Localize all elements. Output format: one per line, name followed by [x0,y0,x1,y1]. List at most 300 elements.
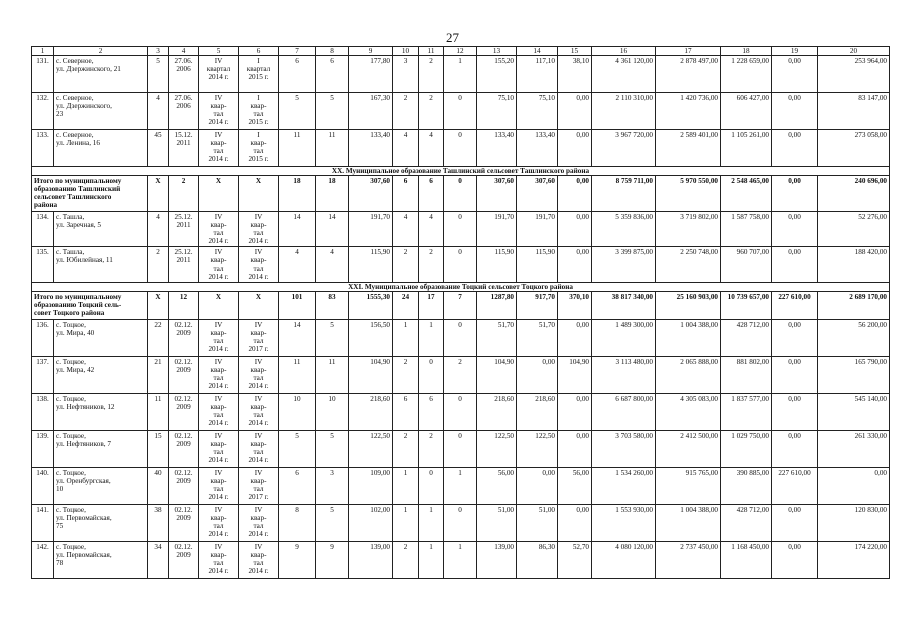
table-cell: 15 [148,430,169,467]
table-cell: 4 [148,93,169,130]
subtotal-cell: X [148,176,169,212]
column-number-cell: 17 [656,47,721,56]
table-cell: IV квар- тал 2017 г. [239,467,279,504]
table-cell: IV квар- тал 2014 г. [199,393,239,430]
table-cell: 6 687 800,00 [592,393,656,430]
table-cell: 6 [419,393,444,430]
table-cell: 4 [419,212,444,247]
table-row [32,504,890,541]
table-cell: 11 [279,130,316,167]
table-cell: 4 [419,130,444,167]
table-cell: 5 [316,430,349,467]
table-cell: 2 110 310,00 [592,93,656,130]
table-cell: 0,00 [517,356,558,393]
table-cell: 38 [148,504,169,541]
table-cell: IV квар- тал 2014 г. [239,541,279,578]
table-cell: 3 113 480,00 [592,356,656,393]
subtotal-row [32,176,890,212]
table-cell: 120 830,00 [818,504,890,541]
table-cell: 0,00 [558,504,592,541]
table-cell: 3 [393,56,419,93]
column-number-cell: 18 [721,47,772,56]
subtotal-cell: X [199,291,239,319]
table-cell: 428 712,00 [721,504,772,541]
table-cell: 2 [393,541,419,578]
table-cell: 14 [316,212,349,247]
table-cell: IV квар- тал 2014 г. [239,212,279,247]
table-cell: 14 [279,212,316,247]
column-number-cell: 9 [349,47,393,56]
table-cell: 25.12. 2011 [169,247,199,282]
address-cell: с. Ташла, ул. Заречная, 5 [54,212,148,247]
table-cell: 10 [279,393,316,430]
table-cell: IV квар- тал 2014 г. [199,319,239,356]
table-row [32,56,890,93]
table-cell: 1 [444,541,477,578]
table-cell: 0 [444,393,477,430]
subtotal-cell: 0,00 [772,176,818,212]
table-cell: 139,00 [477,541,517,578]
table-cell: 104,90 [558,356,592,393]
table-cell: 10 [316,393,349,430]
table-cell: 1 [419,319,444,356]
table-cell: 191,70 [477,212,517,247]
subtotal-cell: 1555,30 [349,291,393,319]
table-cell: 02.12. 2009 [169,430,199,467]
table-cell: 0,00 [772,393,818,430]
table-cell: 11 [316,356,349,393]
table-cell: 167,30 [349,93,393,130]
row-number-cell: 142. [32,541,54,578]
table-cell: 1 [419,541,444,578]
table-cell: 5 [316,93,349,130]
table-cell: IV квар- тал 2014 г. [199,467,239,504]
address-cell: с. Ташла, ул. Юбилейная, 11 [54,247,148,282]
table-cell: 191,70 [349,212,393,247]
subtotal-cell: 917,70 [517,291,558,319]
table-cell: 75,10 [517,93,558,130]
table-cell: 02.12. 2009 [169,356,199,393]
column-number-cell: 5 [199,47,239,56]
table-cell: 122,50 [517,430,558,467]
table-cell: 191,70 [517,212,558,247]
subtotal-cell: 307,60 [349,176,393,212]
table-cell: 2 065 888,00 [656,356,721,393]
table-cell: 0 [419,356,444,393]
table-cell: 1 [444,467,477,504]
table-cell: 5 [279,93,316,130]
table-cell: 1 004 388,00 [656,319,721,356]
table-cell: 0 [444,130,477,167]
subtotal-cell: 12 [169,291,199,319]
table-cell: 0,00 [772,430,818,467]
table-cell: 1 004 388,00 [656,504,721,541]
table-cell: 5 [316,319,349,356]
table-cell: 0 [444,93,477,130]
table-cell: I квар- тал 2015 г. [239,130,279,167]
table-cell: 0,00 [558,247,592,282]
subtotal-cell: 25 160 903,00 [656,291,721,319]
section-heading: XXI. Муниципальное образование Тоцкий сельсовет Тоцкого района [32,282,890,291]
table-cell: IV квар- тал 2014 г. [199,504,239,541]
table-cell: 4 361 120,00 [592,56,656,93]
table-cell: IV квар- тал 2014 г. [239,356,279,393]
table-cell: 27.06. 2006 [169,93,199,130]
subtotal-cell: 240 696,00 [818,176,890,212]
table-row [32,247,890,282]
row-number-cell: 134. [32,212,54,247]
table-cell: 3 399 875,00 [592,247,656,282]
table-cell: 75,10 [477,93,517,130]
table-cell: IV квар- тал 2014 г. [239,504,279,541]
table-cell: 165 790,00 [818,356,890,393]
table-cell: 881 802,00 [721,356,772,393]
subtotal-label: Итого по муниципальному образованию Ташлинский сельсовет Ташлинского района [32,176,148,212]
subtotal-cell: 5 970 550,00 [656,176,721,212]
table-cell: IV квар- тал 2014 г. [199,247,239,282]
table-body [32,47,890,579]
table-cell: 545 140,00 [818,393,890,430]
table-cell: 34 [148,541,169,578]
row-number-cell: 135. [32,247,54,282]
subtotal-cell: 2 689 170,00 [818,291,890,319]
table-cell: 02.12. 2009 [169,319,199,356]
column-numbers-row [32,47,890,56]
table-cell: 1 105 261,00 [721,130,772,167]
table-cell: 0,00 [818,467,890,504]
table-cell: 2 [419,430,444,467]
table-cell: 56 200,00 [818,319,890,356]
address-cell: с. Тоцкое, ул. Нефтяников, 12 [54,393,148,430]
table-cell: IV квар- тал 2014 г. [239,247,279,282]
table-cell: 2 [419,93,444,130]
address-cell: с. Тоцкое, ул. Нефтяников, 7 [54,430,148,467]
row-number-cell: 137. [32,356,54,393]
column-number-cell: 6 [239,47,279,56]
table-cell: 1 [444,56,477,93]
table-cell: 3 967 720,00 [592,130,656,167]
table-cell: IV квар- тал 2014 г. [239,393,279,430]
table-cell: 1 553 930,00 [592,504,656,541]
table-cell: 2 878 497,00 [656,56,721,93]
table-cell: IV квар- тал 2014 г. [199,356,239,393]
table-cell: 2 [393,430,419,467]
column-number-cell: 10 [393,47,419,56]
table-cell: 0,00 [772,356,818,393]
table-cell: 0,00 [772,247,818,282]
address-cell: с. Тоцкое, ул. Первомайская, 78 [54,541,148,578]
table-cell: 960 707,00 [721,247,772,282]
table-cell: 56,00 [558,467,592,504]
table-cell: 4 [316,247,349,282]
table-cell: 0,00 [558,130,592,167]
table-cell: 115,90 [349,247,393,282]
table-cell: 2 [419,247,444,282]
table-cell: 5 359 836,00 [592,212,656,247]
table-cell: 5 [279,430,316,467]
table-cell: 915 765,00 [656,467,721,504]
row-number-cell: 131. [32,56,54,93]
table-cell: 1 837 577,00 [721,393,772,430]
table-cell: 428 712,00 [721,319,772,356]
table-cell: 155,20 [477,56,517,93]
table-cell: 83 147,00 [818,93,890,130]
table-cell: 0,00 [558,212,592,247]
table-cell: 102,00 [349,504,393,541]
address-cell: с. Тоцкое, ул. Мира, 42 [54,356,148,393]
subtotal-cell: 8 759 711,00 [592,176,656,212]
table-cell: 261 330,00 [818,430,890,467]
table-cell: 390 885,00 [721,467,772,504]
table-cell: 4 [148,212,169,247]
table-cell: 51,70 [517,319,558,356]
table-row [32,212,890,247]
subtotal-cell: 24 [393,291,419,319]
table-cell: 2 412 500,00 [656,430,721,467]
table-row [32,467,890,504]
table-cell: 6 [279,467,316,504]
table-cell: 21 [148,356,169,393]
subtotal-cell: 2 548 465,00 [721,176,772,212]
table-cell: 1 420 736,00 [656,93,721,130]
table-cell: 115,90 [517,247,558,282]
table-cell: 0,00 [772,541,818,578]
table-cell: 27.06. 2006 [169,56,199,93]
table-cell: IV квар- тал 2014 г. [199,430,239,467]
table-cell: 11 [316,130,349,167]
address-cell: с. Северное, ул. Ленина, 16 [54,130,148,167]
subtotal-cell: 370,10 [558,291,592,319]
table-cell: IV квар- тал 2017 г. [239,319,279,356]
table-cell: 02.12. 2009 [169,541,199,578]
column-number-cell: 19 [772,47,818,56]
subtotal-cell: X [148,291,169,319]
table-cell: 51,70 [477,319,517,356]
subtotal-cell: 6 [419,176,444,212]
table-cell: 11 [148,393,169,430]
address-cell: с. Тоцкое, ул. Оренбургская, 10 [54,467,148,504]
table-cell: IV квар- тал 2014 г. [199,93,239,130]
row-number-cell: 133. [32,130,54,167]
table-cell: 38,10 [558,56,592,93]
page-number: 27 [446,30,459,45]
column-number-cell: 3 [148,47,169,56]
subtotal-cell: 17 [419,291,444,319]
table-cell: 156,50 [349,319,393,356]
table-row [32,430,890,467]
subtotal-cell: 101 [279,291,316,319]
table-cell: 3 703 580,00 [592,430,656,467]
row-number-cell: 138. [32,393,54,430]
subtotal-cell: 18 [316,176,349,212]
table-cell: 0 [419,467,444,504]
table-row [32,356,890,393]
column-number-cell: 13 [477,47,517,56]
subtotal-cell: 10 739 657,00 [721,291,772,319]
table-cell: 188 420,00 [818,247,890,282]
table-cell: 2 [393,247,419,282]
subtotal-cell: 2 [169,176,199,212]
table-cell: 86,30 [517,541,558,578]
table-cell: 9 [316,541,349,578]
table-cell: 174 220,00 [818,541,890,578]
subtotal-cell: 83 [316,291,349,319]
table-cell: 115,90 [477,247,517,282]
table-cell: 6 [393,393,419,430]
table-cell: 1 [419,504,444,541]
table-cell: 218,60 [477,393,517,430]
table-cell: 56,00 [477,467,517,504]
table-cell: I квартал 2015 г. [239,56,279,93]
table-cell: 4 [393,130,419,167]
table-cell: 52,70 [558,541,592,578]
table-cell: 0 [444,247,477,282]
table-cell: 273 058,00 [818,130,890,167]
table-cell: 0,00 [772,504,818,541]
subtotal-cell: 38 817 340,00 [592,291,656,319]
address-cell: с. Северное, ул. Дзержинского, 21 [54,56,148,93]
table-cell: 4 [393,212,419,247]
table-cell: 8 [279,504,316,541]
table-cell: 0 [444,212,477,247]
table-cell: 1 [393,467,419,504]
subtotal-cell: 227 610,00 [772,291,818,319]
table-cell: 0,00 [772,212,818,247]
row-number-cell: 136. [32,319,54,356]
table-cell: 51,00 [477,504,517,541]
table-cell: 2 [444,356,477,393]
address-cell: с. Тоцкое, ул. Мира, 40 [54,319,148,356]
table-cell: 1 587 758,00 [721,212,772,247]
table-cell: 104,90 [349,356,393,393]
table-cell: 25.12. 2011 [169,212,199,247]
table-cell: 109,00 [349,467,393,504]
table-cell: 45 [148,130,169,167]
column-number-cell: 12 [444,47,477,56]
table-cell: 218,60 [349,393,393,430]
address-cell: с. Северное, ул. Дзержинского, 23 [54,93,148,130]
table-cell: 133,40 [517,130,558,167]
table-cell: 02.12. 2009 [169,467,199,504]
table-row [32,393,890,430]
table-cell: 1 029 750,00 [721,430,772,467]
table-cell: 51,00 [517,504,558,541]
table-cell: 253 964,00 [818,56,890,93]
subtotal-cell: 307,60 [477,176,517,212]
column-number-cell: 11 [419,47,444,56]
section-heading-row [32,282,890,291]
table-cell: 2 [393,356,419,393]
table-cell: 11 [279,356,316,393]
table-cell: 3 [316,467,349,504]
table-cell: 122,50 [477,430,517,467]
table-cell: 606 427,00 [721,93,772,130]
table-cell: 02.12. 2009 [169,504,199,541]
table-cell: 2 [148,247,169,282]
table-cell: 1 [393,319,419,356]
subtotal-cell: 307,60 [517,176,558,212]
table-cell: 40 [148,467,169,504]
table-cell: 117,10 [517,56,558,93]
table-cell: IV квартал 2014 г. [199,56,239,93]
table-cell: 2 250 748,00 [656,247,721,282]
column-number-cell: 4 [169,47,199,56]
table-cell: 0,00 [772,93,818,130]
row-number-cell: 139. [32,430,54,467]
subtotal-cell: X [239,176,279,212]
table-cell: 0,00 [517,467,558,504]
table-cell: 218,60 [517,393,558,430]
section-heading-row [32,167,890,176]
table-cell: 2 [393,93,419,130]
table-cell: 133,40 [349,130,393,167]
subtotal-cell: 7 [444,291,477,319]
table-cell: 0,00 [772,130,818,167]
column-number-cell: 1 [32,47,54,56]
table-cell: IV квар- тал 2014 г. [199,212,239,247]
subtotal-cell: 6 [393,176,419,212]
subtotal-cell: 0 [444,176,477,212]
table-cell: IV квар- тал 2014 г. [199,130,239,167]
table-cell: 1 [393,504,419,541]
table-cell: IV квар- тал 2014 г. [239,430,279,467]
table-cell: I квар- тал 2015 г. [239,93,279,130]
table-cell: 4 305 083,00 [656,393,721,430]
table-cell: 5 [148,56,169,93]
table-cell: 6 [316,56,349,93]
table-cell: 133,40 [477,130,517,167]
column-number-cell: 16 [592,47,656,56]
address-cell: с. Тоцкое, ул. Первомайская, 75 [54,504,148,541]
table-cell: 2 [419,56,444,93]
row-number-cell: 132. [32,93,54,130]
row-number-cell: 140. [32,467,54,504]
subtotal-row [32,291,890,319]
table-cell: 52 276,00 [818,212,890,247]
column-number-cell: 15 [558,47,592,56]
table-cell: 2 737 450,00 [656,541,721,578]
subtotal-cell: 1287,80 [477,291,517,319]
table-cell: 5 [316,504,349,541]
column-number-cell: 14 [517,47,558,56]
table-cell: 227 610,00 [772,467,818,504]
table-cell: 177,80 [349,56,393,93]
table-cell: 15.12. 2011 [169,130,199,167]
table-cell: 6 [279,56,316,93]
table-cell: 1 489 300,00 [592,319,656,356]
table-cell: 0 [444,319,477,356]
subtotal-cell: X [199,176,239,212]
table-cell: 104,90 [477,356,517,393]
table-row [32,541,890,578]
table-cell: 3 719 802,00 [656,212,721,247]
table-cell: 14 [279,319,316,356]
table-cell: 0,00 [772,319,818,356]
table-cell: 0,00 [772,56,818,93]
table-cell: 1 168 450,00 [721,541,772,578]
subtotal-cell: X [239,291,279,319]
row-number-cell: 141. [32,504,54,541]
table-row [32,93,890,130]
table-cell: 1 534 260,00 [592,467,656,504]
table-cell: 9 [279,541,316,578]
table-cell: 0,00 [558,319,592,356]
column-number-cell: 8 [316,47,349,56]
table-row [32,130,890,167]
section-heading: XX. Муниципальное образование Ташлинский сельсовет Ташлинского района [32,167,890,176]
table-row [32,319,890,356]
housing-registry-table [31,46,890,579]
